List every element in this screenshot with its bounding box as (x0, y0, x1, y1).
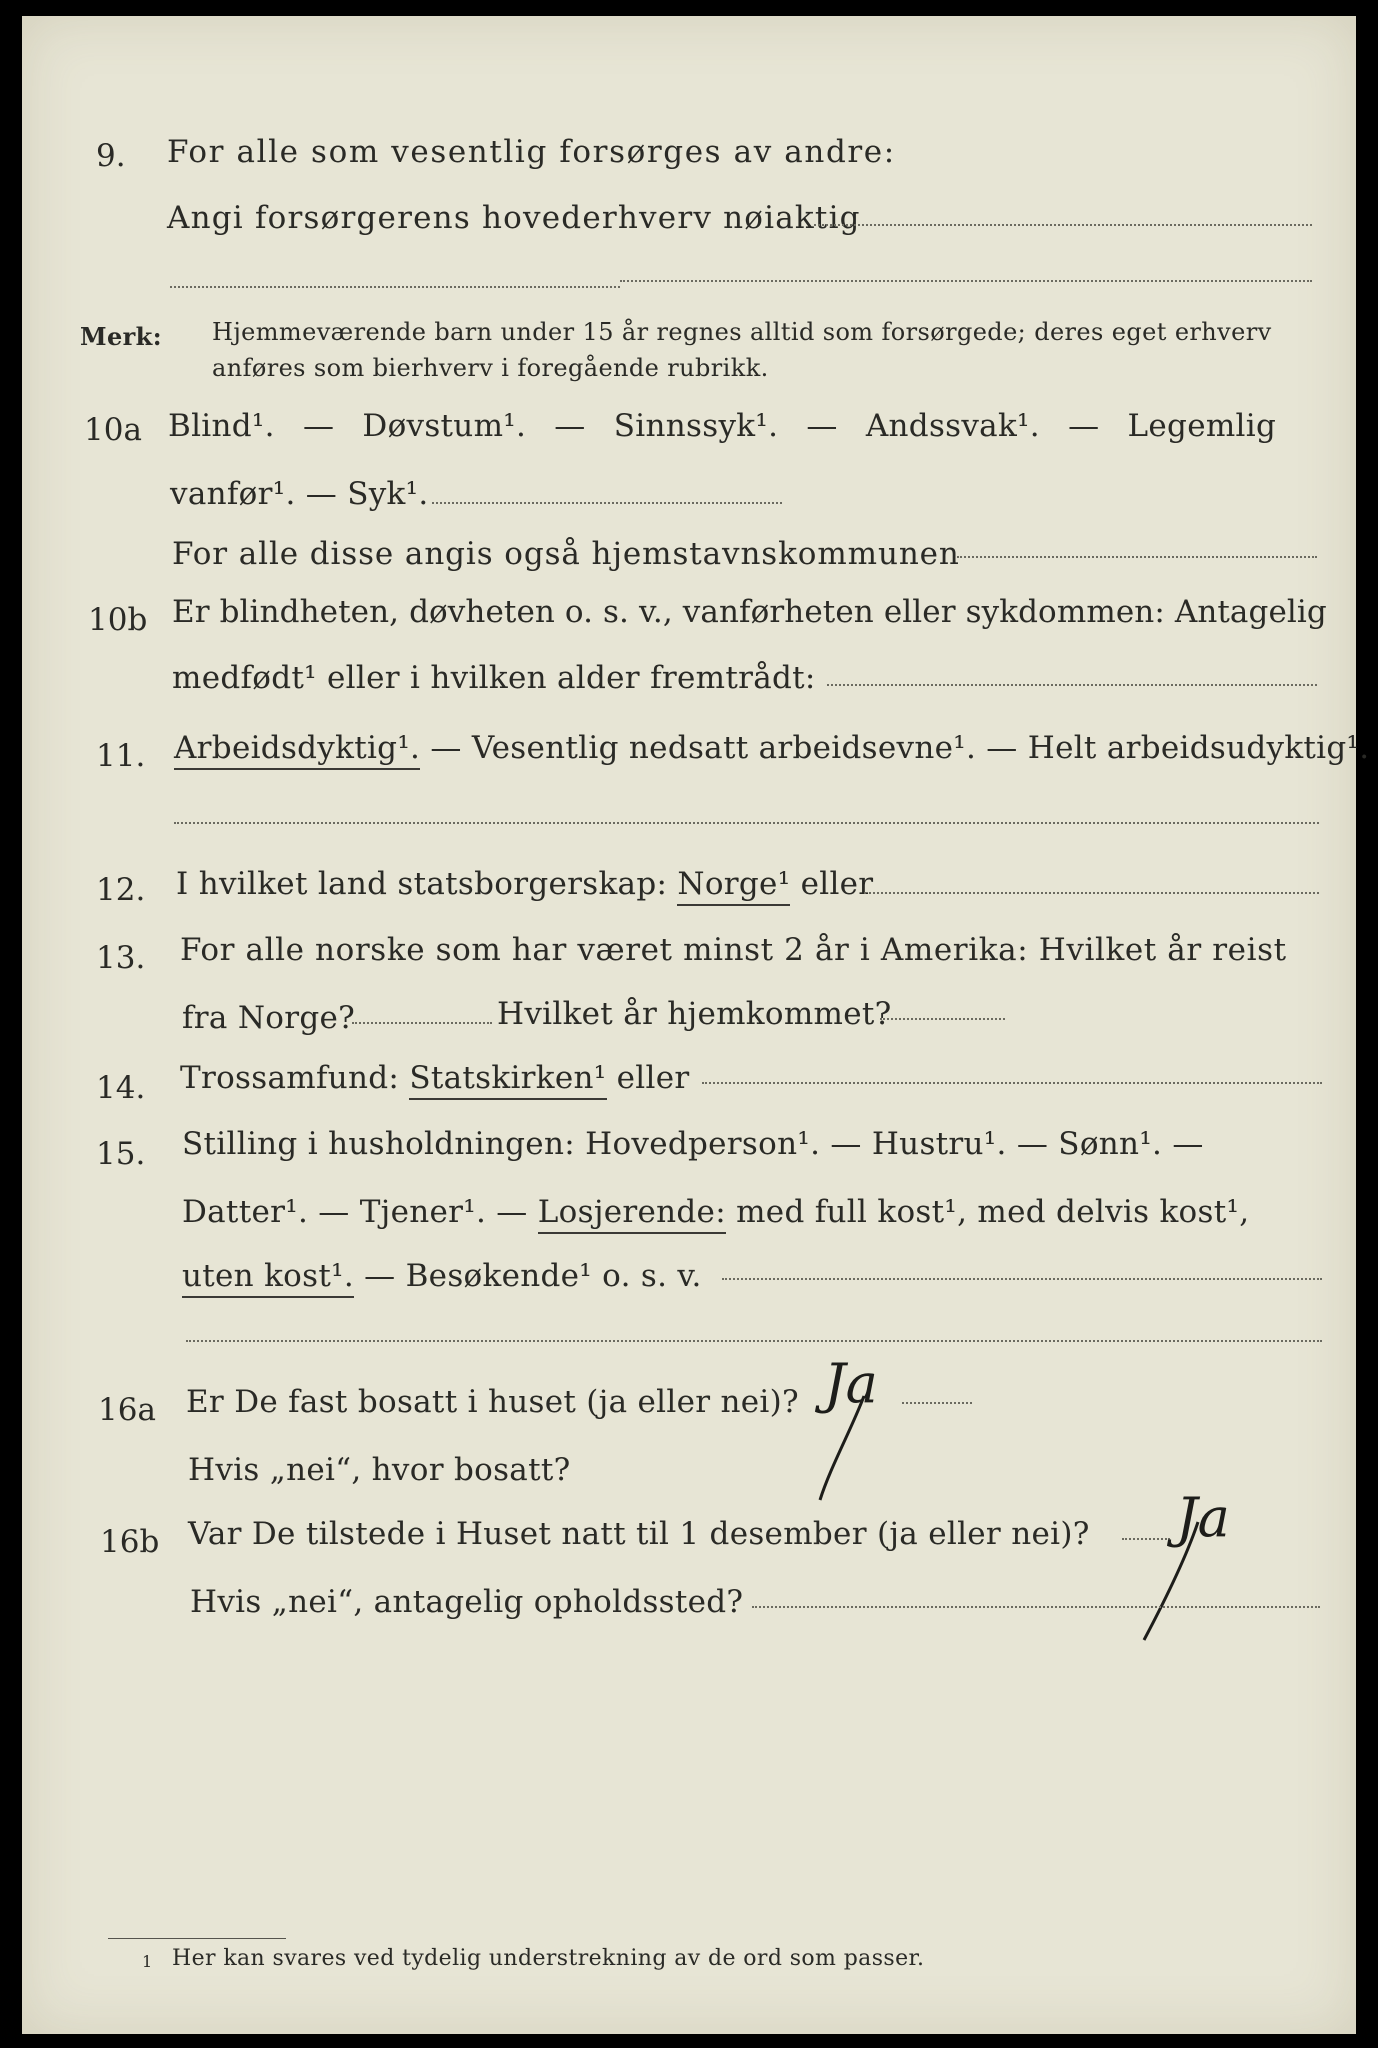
merk-line2: anføres som bierhverv i foregående rubrikk. (212, 354, 769, 382)
footnote-rule (108, 1938, 286, 1939)
q16a-answer-stroke (802, 1388, 882, 1508)
q10a-line2: vanfør¹. — Syk¹. (170, 476, 429, 512)
census-form-page (22, 16, 1370, 2034)
q16b-answer-stroke (1132, 1516, 1212, 1646)
q16a-answer-line[interactable] (902, 1402, 972, 1404)
q16b-line2: Hvis „nei“, antagelig opholdssted? (190, 1584, 744, 1620)
q16a-line2: Hvis „nei“, hvor bosatt? (188, 1452, 571, 1488)
q11-line (174, 730, 1369, 766)
q12-line (176, 866, 873, 902)
footnote-mark: 1 (142, 1952, 153, 1971)
q15-answer-line[interactable] (722, 1278, 1322, 1280)
q15-number: 15. (96, 1136, 146, 1172)
q15-option-uten-kost[interactable]: uten kost¹. (182, 1258, 354, 1298)
q14-label: Trossamfund: (180, 1060, 400, 1096)
q9-line2: Angi forsørgerens hovederhverv nøiaktig (167, 200, 861, 236)
merk-label: Merk: (80, 322, 162, 351)
q16a-handwritten-answer: Ja (824, 1352, 878, 1415)
q15-line2a: Datter¹. — Tjener¹. — (182, 1194, 528, 1230)
q16b-handwritten-answer: Ja (1176, 1486, 1230, 1549)
q12-option-norge[interactable]: Norge¹ (677, 866, 790, 906)
q10a-hometown-line[interactable] (957, 556, 1317, 558)
merk-line1: Hjemmeværende barn under 15 år regnes alltid som forsørgede; deres eget erhverv (212, 318, 1272, 346)
q10b-line2: medfødt¹ eller i hvilken alder fremtrådt: (172, 660, 816, 696)
q13-line2a: fra Norge? (182, 1000, 356, 1036)
q16b-location-line[interactable] (752, 1606, 1320, 1608)
q11-answer-line[interactable] (174, 822, 1319, 824)
q9-answer-line[interactable] (814, 224, 1312, 226)
footnote-text: Her kan svares ved tydelig understrekning av de ord som passer. (172, 1946, 925, 1971)
q14-line (180, 1060, 690, 1096)
q13-year-left-line[interactable] (352, 1022, 492, 1024)
q12-answer-line[interactable] (864, 892, 1319, 894)
q15-line3b: — Besøkende¹ o. s. v. (364, 1258, 702, 1294)
q13-line2b: Hvilket år hjemkommet? (497, 996, 892, 1032)
q13-year-returned-line[interactable] (880, 1018, 1005, 1020)
q9-number: 9. (96, 138, 126, 174)
q13-number: 13. (96, 940, 146, 976)
q12-after: eller (800, 866, 874, 902)
q14-number: 14. (96, 1070, 146, 1106)
q10a-answer-line[interactable] (432, 502, 782, 504)
q15-answer-line-2[interactable] (186, 1340, 1322, 1342)
q12-number: 12. (96, 872, 146, 908)
q11-rest: — Vesentlig nedsatt arbeidsevne¹. — Helt arbeidsudyktig¹. (430, 730, 1370, 766)
q16b-number: 16b (100, 1524, 160, 1560)
q9-answer-line-2b[interactable] (620, 280, 1312, 282)
q11-number: 11. (96, 738, 146, 774)
q10b-answer-line[interactable] (827, 684, 1317, 686)
q15-line2b: med full kost¹, med delvis kost¹, (736, 1194, 1250, 1230)
q15-option-losjerende[interactable]: Losjerende: (538, 1194, 726, 1234)
q11-option-arbeidsdyktig[interactable]: Arbeidsdyktig¹. (174, 730, 420, 770)
q15-line3 (182, 1258, 702, 1294)
q9-line1: For alle som vesentlig forsørges av andre: (167, 134, 896, 170)
q10a-number: 10a (84, 412, 142, 448)
q14-answer-line[interactable] (702, 1082, 1322, 1084)
q10b-number: 10b (88, 602, 148, 638)
q15-line2 (182, 1194, 1249, 1230)
q14-option-statskirken[interactable]: Statskirken¹ (409, 1060, 606, 1100)
q10a-line1: Blind¹. — Døvstum¹. — Sinnssyk¹. — Andssvak¹. — Legemlig (168, 408, 1277, 444)
q16b-line1: Var De tilstede i Huset natt til 1 desember (ja eller nei)? (188, 1516, 1090, 1552)
q12-label: I hvilket land statsborgerskap: (176, 866, 668, 902)
q14-after: eller (616, 1060, 690, 1096)
q10a-line3: For alle disse angis også hjemstavnskommunen (172, 536, 960, 572)
q9-answer-line-2a[interactable] (170, 286, 620, 288)
q16a-line1: Er De fast bosatt i huset (ja eller nei)? (186, 1384, 799, 1420)
q10b-line1: Er blindheten, døvheten o. s. v., vanførheten eller sykdommen: Antagelig (172, 594, 1327, 630)
q15-line1: Stilling i husholdningen: Hovedperson¹. — Hustru¹. — Sønn¹. — (182, 1126, 1204, 1162)
q16a-number: 16a (98, 1392, 156, 1428)
q13-line1: For alle norske som har været minst 2 år i Amerika: Hvilket år reist (180, 932, 1287, 968)
